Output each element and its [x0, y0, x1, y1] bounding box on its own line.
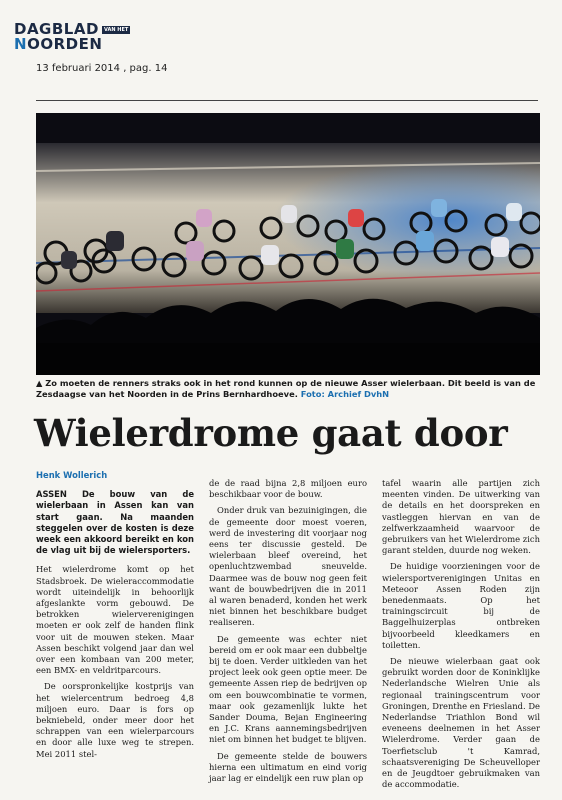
intro-text: De bouw van de wielerbaan in Assen kan van start gaan. Na maanden steggelen over de kosten is deze week een akkoord bereikt en kon de vlag uit bij de wielersporters. — [36, 489, 195, 556]
paragraph: De nieuwe wielerbaan gaat ook gebruikt worden door de Koninklijke Nederlandsche Wielren Unie als regionaal trainingscentrum voor Groningen, Drenthe en Friesland. De Nederlandse Triathlon Bond wil eveneens deelnemen in het Asser Wielerdrome. Verder gaan de Toerfietsclub 't Kamrad, schaatsvereniging De Scheuvelloper en de Jeugdtoer gebruikmaken van de accommodatie. — [382, 656, 540, 790]
paragraph: tafel waarin alle partijen zich meenten vinden. De uitwerking van de details en het doorspreken en vastleggen hiervan en van de zelfwerkzaamheid waarvoor de gebruikers van het Wielerdrome zich garant stelden, duurde nog weken. — [382, 478, 540, 556]
paragraph: de de raad bijna 2,8 miljoen euro beschikbaar voor de bouw. — [209, 478, 367, 500]
paragraph: De huidige voorzieningen voor de wielersportverenigingen Unitas en Meteoor Assen Roden zijn benedenmaats. Op het trainingscircuit bij de Baggelhuizerplas ontbreken bijvoorbeeld kleedkamers en toiletten. — [382, 561, 540, 650]
masthead-line2: OORDEN — [27, 35, 103, 53]
top-divider — [36, 100, 538, 101]
dateline: 13 februari 2014 , pag. 14 — [36, 63, 168, 74]
article-body — [36, 470, 540, 795]
masthead-van-het: VAN HET — [103, 26, 129, 33]
paragraph: De gemeente was echter niet bereid om er ook maar een dubbeltje bij te doen. Verder uitkleden van het project leek ook geen optie meer. De gemeente Assen riep de bedrijven op om een bouwcombinatie te vormen, maar ook gezamenlijk lukte het Sander Douma, Bejan Engineering en J.C. Krans aannemingsbedrijven niet om binnen het budget te blijven. — [209, 633, 367, 745]
cyclists-photo-image — [36, 113, 540, 375]
photo-credit: Foto: Archief DvhN — [300, 389, 390, 399]
author-byline: Henk Wollerich — [36, 470, 108, 480]
article-column-3 — [382, 478, 540, 795]
masthead-n: N — [14, 35, 28, 53]
masthead-line1: DAGBLAD — [14, 20, 99, 38]
intro-dateline: ASSEN — [36, 489, 67, 500]
article-intro — [36, 489, 194, 556]
article-column-1 — [36, 470, 194, 765]
paragraph: De oorspronkelijke kostprijs van het wielercentrum bedroeg 4,8 miljoen euro. Daar is fors op bekniebeld, onder meer door het schrappen van een wielerparcours en door alle luxe weg te strepen. Mei 2011 stel- — [36, 681, 194, 759]
paragraph: Het wielerdrome komt op het Stadsbroek. De wieleraccommodatie wordt uiteindelijk in behoorlijk afgeslankte vorm gebouwd. De betrokken wielerverenigingen moeten er ook zelf de handen flink voor uit de mouwen steken. Maar Assen beschikt volgend jaar dan wel over een kombaan van 200 meter, een BMX- en veldritparcours. — [36, 564, 194, 676]
paragraph: De gemeente stelde de bouwers hierna een ultimatum en eind vorig jaar lag er eindelijk een ruw plan op — [209, 750, 367, 784]
article-column-2 — [209, 478, 367, 789]
newspaper-masthead — [14, 22, 134, 58]
cyclists-photo — [36, 113, 540, 375]
photo-caption — [36, 378, 540, 400]
caption-text: ▲ Zo moeten de renners straks ook in het rond kunnen op de nieuwe Asser wielerbaan. Dit beeld is van de Zesdaagse van het Noorden in de Prins Bernhardhoeve. — [36, 378, 536, 399]
paragraph: Onder druk van bezuinigingen, die de gemeente door moest voeren, werd de investering dit voorjaar nog eens ter discussie gesteld. De wielerbaan bleef overeind, het openluchtzwembad sneuvelde. Daarmee was de bouw nog geen feit want de bouwbedrijven die in 2011 al waren benaderd, konden het werk niet binnen het beschikbare budget realiseren. — [209, 505, 367, 628]
article-headline: Wielerdrome gaat door — [34, 411, 508, 455]
